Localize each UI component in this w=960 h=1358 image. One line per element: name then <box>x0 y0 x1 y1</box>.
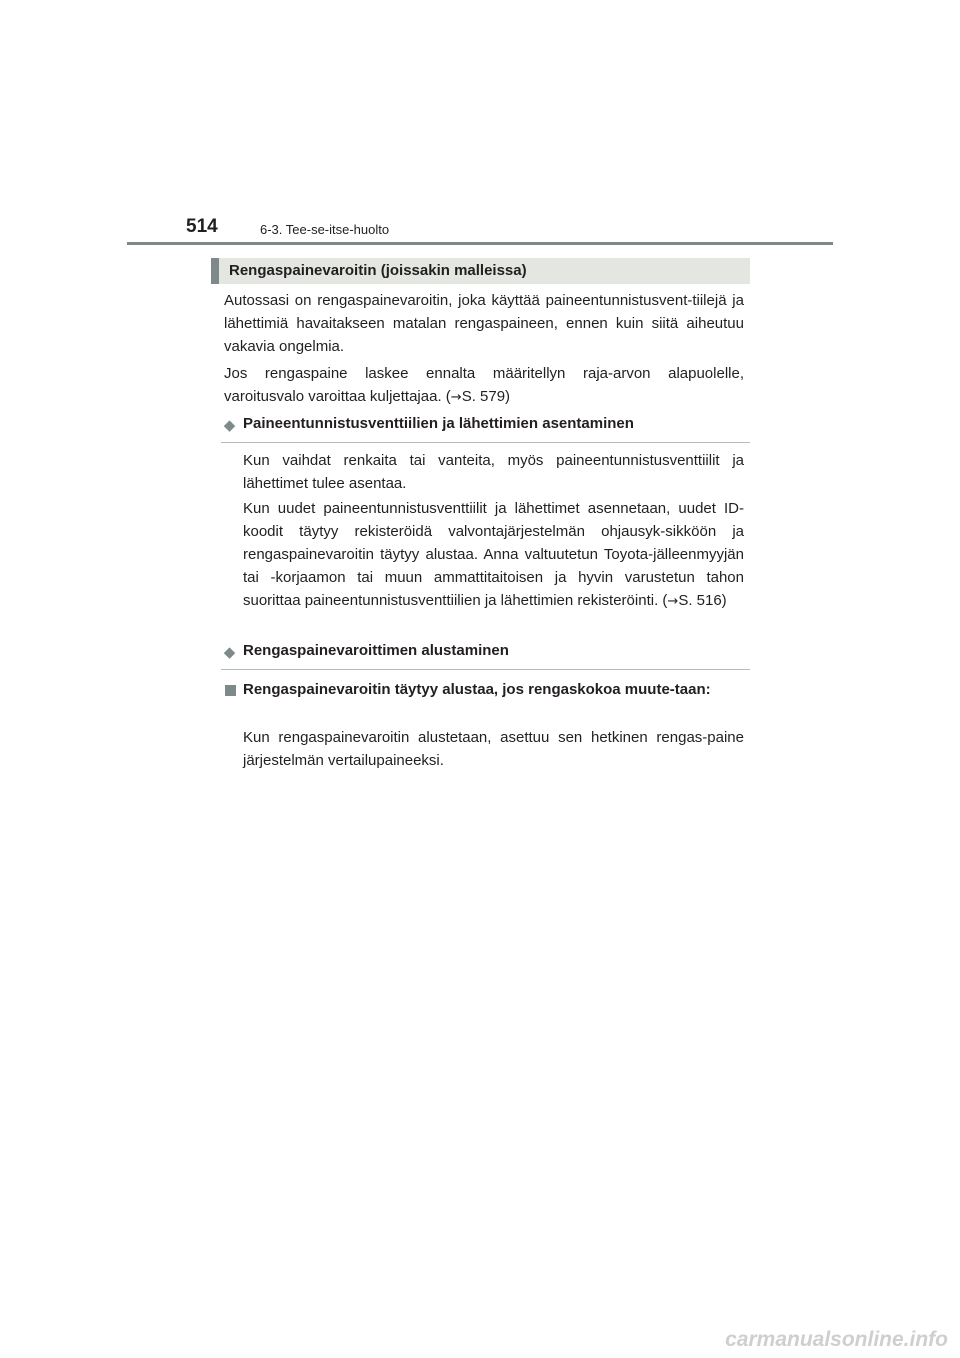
installation-paragraph-1: Kun vaihdat renkaita tai vanteita, myös paineentunnistusventtiilit ja lähettimet tulee asentaa. <box>243 452 744 492</box>
note-title: Rengaspainevaroitin täytyy alustaa, jos rengaskokoa muute-taan: <box>243 681 711 698</box>
diamond-bullet-icon: ◆ <box>223 643 236 661</box>
header-rule <box>127 242 833 245</box>
diamond-bullet-icon: ◆ <box>223 416 236 434</box>
intro-paragraph-2-text: Jos rengaspaine laskee ennalta määritellyn raja-arvon alapuolelle, varoitusvalo varoittaa kuljettajaa. ( <box>224 365 744 405</box>
subsection-heading-installation <box>221 414 750 443</box>
page-number: 514 <box>186 216 218 237</box>
watermark: carmanualsonline.info <box>725 1328 948 1351</box>
page-reference-link[interactable]: S. 516) <box>678 592 727 609</box>
installation-paragraph-2-text: Kun uudet paineentunnistusventtiilit ja lähettimet asennetaan, uudet ID-koodit täytyy rekisteröidä valvontajärjestelmän ohjausyk-sikköön ja rengaspainevaroitin täytyy alustaa. Anna valtuutetun Toyota-jälleenmyyjän tai -korjaamon tai muun ammattitaitoisen ja hyvin varustetun tahon suorittaa paineentunnistusventtiilien ja lähettimien rekisteröinti. ( <box>243 500 744 609</box>
arrow-icon: → <box>450 390 462 405</box>
intro-paragraph-1: Autossasi on rengaspainevaroitin, joka käyttää paineentunnistusvent-tiilejä ja lähettimiä havaitakseen matalan rengaspaineen, ennen kuin siitä aiheutuu vakavia ongelmia. <box>224 292 744 355</box>
page-reference-link[interactable]: S. 579) <box>461 388 511 405</box>
section-title: Rengaspainevaroitin (joissakin malleissa) <box>211 258 750 284</box>
arrow-icon: → <box>667 594 679 609</box>
subsection-title: Paineentunnistusventtiilien ja lähettimien asentaminen <box>243 415 634 432</box>
subsection-title: Rengaspainevaroittimen alustaminen <box>243 642 509 659</box>
subsection-heading-initialization <box>221 641 750 670</box>
section-reference: 6-3. Tee-se-itse-huolto <box>260 222 390 237</box>
square-bullet-icon <box>225 685 236 696</box>
intro-paragraph-2 <box>224 362 744 409</box>
installation-paragraph-2 <box>243 497 744 613</box>
note-body: Kun rengaspainevaroitin alustetaan, asettuu sen hetkinen rengas-paine järjestelmän vertailupaineeksi. <box>243 729 744 769</box>
